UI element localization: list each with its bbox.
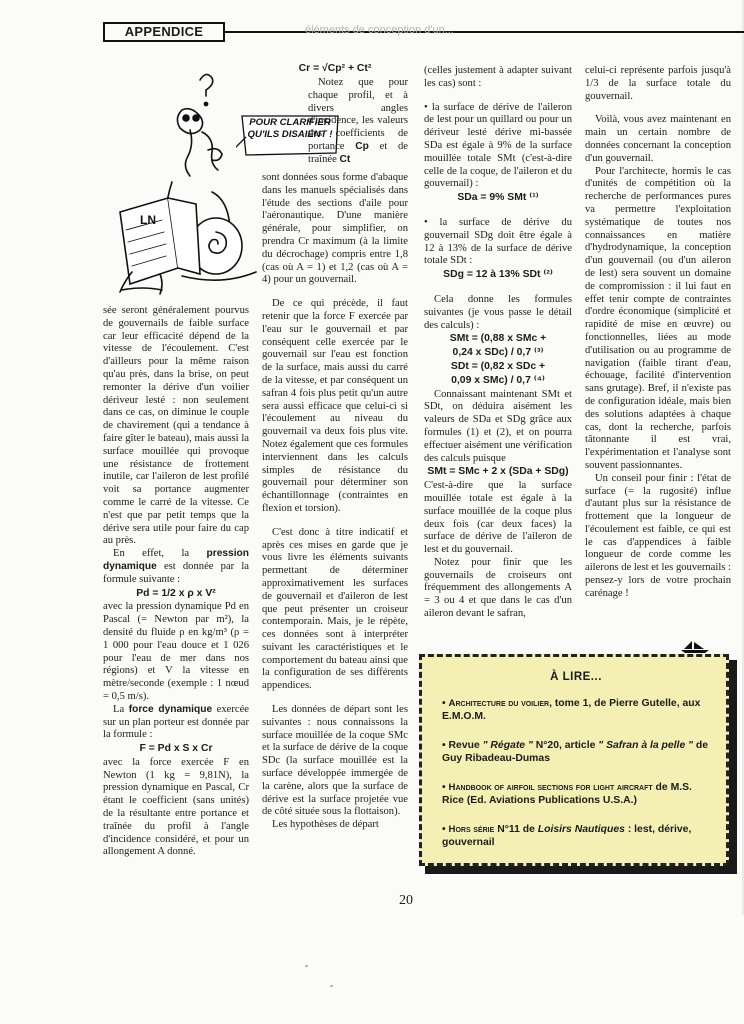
reading-box-title: À LIRE... <box>550 671 602 683</box>
col2-paragraph-4: Les données de départ sont les suivantes : nous connaissons la surface mouillée de la coque SMc et la surface de dérive de la coque SDc (la surface mouillée est la surface développée immergée de la carène, alors que la surface de dérive est la surface projetée vue de côté située sous la flottaison). <box>262 704 408 818</box>
ghost-header-text: éléments de conception d'un... <box>305 24 454 36</box>
formula-f: F = Pd x S x Cr <box>139 743 213 755</box>
cartoon-illustration <box>112 62 260 298</box>
col3-paragraph-6: C'est-à-dire que la surface mouillée totale est égale à la surface mouillée de la coque plus deux fois (car deux faces) la surface de dérive de l'aileron de lest et du gouvernail. <box>424 480 572 556</box>
reading-item-2: • Revue " Régate " N°20, article " Safran à la pelle " de Guy Ribadeau-Dumas <box>442 740 709 764</box>
section-header: APPENDICE <box>103 22 225 42</box>
col4-paragraph-2: Voilà, vous avez maintenant en main un certain nombre de données concernant la conception d'un gouvernail. <box>585 114 731 164</box>
reading-item-1: • Architecture du voilier, tome 1, de Pierre Gutelle, aux E.M.O.M. <box>442 698 701 722</box>
formula-check: SMt = SMc + 2 x (SDa + SDg) <box>427 466 569 478</box>
end-mark-boat-icon <box>680 640 710 654</box>
scan-speck <box>330 985 333 987</box>
bubble-line-2: QU'ILS DISAIENT ! <box>247 129 333 140</box>
col1-paragraph-5: avec la force exercée F en Newton (1 kg = 9,81N), la pression dynamique en Pascal, Cr étant le coefficient (sans unités) de la résultante entre portance et traînée du profil à l'angle d'incidence considéré, et pour un allongement A donné. <box>103 756 249 858</box>
header-rule <box>225 31 744 33</box>
formula-smt-1: SMt = (0,88 x SMc + <box>449 333 547 345</box>
formula-pd: Pd = 1/2 x ρ x V² <box>136 587 216 599</box>
column-1 <box>103 305 249 859</box>
col3-paragraph-7: Notez pour finir que les gouvernails de croiseurs ont fréquemment des allongements A = 3 ou 4 et que dans le cas d'un aileron devant le safran, <box>424 556 572 620</box>
col1-paragraph-4: La force dynamique exercée sur un plan porteur est donnée par la formule : <box>103 703 249 741</box>
col1-paragraph-2: En effet, la pression dynamique est donnée par la formule suivante : <box>103 548 249 585</box>
reading-item-4: • Hors série N°11 de Loisirs Nautiques : lest, dérive, gouvernail <box>442 824 692 848</box>
col4-paragraph-4: Un conseil pour finir : l'état de surface (= la rugosité) influe d'autant plus sur la résistance de frottement que la longueur de l'écoulement est faible, ce qui est le cas d'appendices à faible longueur de corde comme les ailerons de lest et les gouvernails : pensez-y lors de votre prochain carénage ! <box>585 472 731 599</box>
col3-paragraph-5: Connaissant maintenant SMt et SDt, on déduira aisément les valeurs de SDa et SDg grâce aux formules (1) et (2), et on pourra effectuer aisément une vérification des calculs puisque <box>424 388 572 464</box>
reading-item-3: • Handbook of airfoil sections for light aircraft de M.S. Rice (Ed. Aviations Publications U.S.A.) <box>442 782 692 806</box>
scan-speck <box>305 965 308 967</box>
col3-paragraph-4: Cela donne les formules suivantes (je vous passe le détail des calculs) : <box>424 293 572 331</box>
page-number: 20 <box>399 893 413 908</box>
col4-paragraph-1: celui-ci représente parfois jusqu'à 1/3 de la surface totale du gouvernail. <box>585 65 731 102</box>
magazine-cover-label: LN <box>140 213 156 227</box>
col3-paragraph-1: (celles justement à adapter suivant les cas) sont : <box>424 65 572 89</box>
col3-paragraph-2: • la surface de dérive de l'aileron de lest pour un quillard ou pour un dériveur lesté dérive mi-bassée SDa est égale à 9% de la surface mouillée totale SMt (c'est-à-dire celle de la coque, de l'aileron et du gouvernail) : <box>424 101 572 190</box>
formula-smt-2: 0,24 x SDc) / 0,7 ⁽³⁾ <box>452 347 544 359</box>
formula-sdt-2: 0,09 x SMc) / 0,7 ⁽⁴⁾ <box>451 374 545 386</box>
bubble-line-1: POUR CLARIFIER <box>249 117 331 128</box>
column-2-top <box>262 62 408 77</box>
formula-cr: Cr = √Cp² + Ct² <box>298 63 372 74</box>
col2-paragraph-3: C'est donc à titre indicatif et après ces mises en garde que je vous livre les éléments suivants permettant de déterminer approximativement les surfaces de gouvernail et d'aileron de lest que peut présenter un croiseur contemporain. Mais, je le répète, ces données sont à interpréter suivant les caractéristiques et le comportement du bateau ainsi que la configuration de ses différents appendices. <box>262 526 408 692</box>
col2-paragraph-5: Les hypothèses de départ <box>272 819 379 831</box>
col4-paragraph-3: Pour l'architecte, hormis le cas d'unités de compétition où la recherche de performances pures va permettre l'exploitation systématique de toutes nos connaissances en matière d'hydrodynamique, la conception d'un gouvernail (ou d'un aileron de lest) sera souvent un domaine de compromission : il lui faut en effet tenir compte de contraintes d'ordre économique (simplicité et rapidité de mise en œuvre) ou fonctionnelles, liées au mode d'utilisation ou au programme de navigation (faible tirant d'eau, échouage, facilité d'intervention sans grutage). Bref, il n'existe pas de configuration idéale, mais bien des solutions adaptées à chaque cas, dont la recherche, parfois tâtonnante il est vrai, l'expérimentation et l'analyse sont souvent passionnantes. <box>585 165 731 471</box>
col1-paragraph-3: avec la pression dynamique Pd en Pascal (= Newton par m²), la densité du fluide ρ en kg/m³ (ρ = 1 000 pour l'eau douce et 1 026 pour l'eau de mer dans nos régions) et V la vitesse en mètre/seconde (exemple : 1 nœud = 0,5 m/s). <box>103 601 249 702</box>
col1-paragraph-1: sée seront généralement pourvus de gouvernails de faible surface car leur efficacité dépend de la vitesse de l'écoulement. C'est d'ailleurs pour la même raison qu'au près, dans la brise, on peut remonter la dérive d'un voilier dériveur lesté : non seulement dans ce cas, on diminue le couple de chavirement (qui a tendance à faire gîter le bateau), mais aussi la surface mouillée qui provoque une résistance de frottement inutile, car l'aileron de lest profilé voit sa portance augmenter comme le carré de la vitesse. Ce n'est que par petit temps que la dérive sera utile pour faire du cap au près. <box>103 305 249 547</box>
column-4 <box>585 65 731 601</box>
col2-paragraph-2: De ce qui précède, il faut retenir que la force F exercée par l'eau sur le gouvernail et par conséquent celle exercée par le gouvernail sur l'eau est fonction de la surface, mais aussi du carré de la vitesse, et par conséquent un safran 4 fois plus petit qu'un autre sera aussi efficace que celui-ci si l'écoulement au niveau du gouvernail va deux fois plus vite. Notez également que ces formules interviennent dans les calculs simples de résistance du gouvernail pour déterminer son échantillonnage (contraintes en flexion et torsion). <box>262 298 408 514</box>
column-2-wrap <box>308 77 408 167</box>
column-2 <box>262 172 408 832</box>
col3-paragraph-3: • la surface de dérive du gouvernail SDg doit être égale à 12 à 13% de la surface de dérive totale SDt : <box>424 216 572 267</box>
col2-paragraph-1b: sont données sous forme d'abaque dans les manuels spécialisés dans l'étude des sections d'aile pour l'aéronautique. D'une manière générale, pour simplifier, on prendra Cr maximum (à la limite du décrochage) compris entre 1,8 (cas où A = 1) et 1,2 (cas où A = 4) pour un gouvernail. <box>262 172 408 286</box>
col2-paragraph-1a: Notez que pour chaque profil, et à divers angles d'incidence, les valeurs des coefficients de portance Cp et de traînée Ct <box>308 77 408 165</box>
formula-sdg: SDg = 12 à 13% SDt ⁽²⁾ <box>443 269 553 281</box>
formula-sdt-1: SDt = (0,82 x SDc + <box>450 360 546 372</box>
reading-box <box>419 654 729 866</box>
column-3 <box>424 65 572 621</box>
formula-sda: SDa = 9% SMt ⁽¹⁾ <box>457 192 539 204</box>
